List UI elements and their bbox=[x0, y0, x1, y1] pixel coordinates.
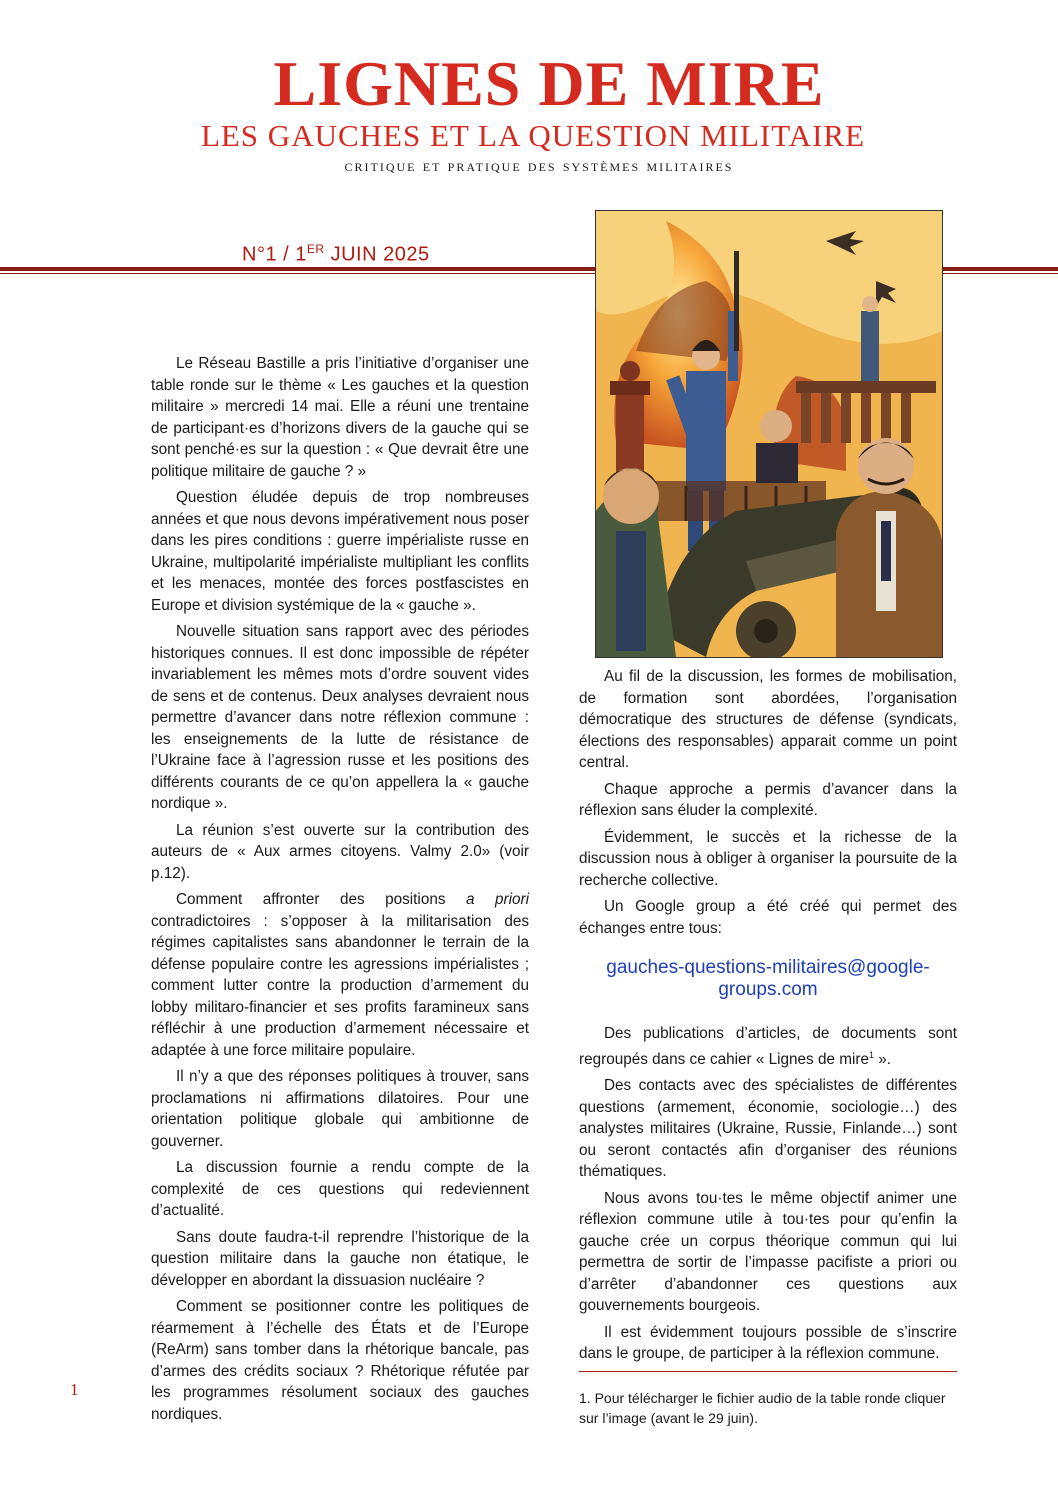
google-group-email-link[interactable]: gauches-questions-militaires@google- groups.com bbox=[606, 957, 930, 1000]
paragraph: Comment affronter des positions a priori contradictoires : s’opposer à la militarisation des régimes capitalistes sans abandonner le terrain de la défense populaire contre les agressions impérialistes ; comment lutter contre la production d’armement du lobby militaro-financier et ses profits faramineux sans réfléchir à une production d’armement nécessaire et adaptée à une force militaire populaire. bbox=[151, 891, 529, 1059]
cover-illustration-link[interactable] bbox=[595, 210, 943, 658]
publication-tagline: critique et pratique des systèmes militaires bbox=[344, 156, 734, 175]
publication-title: LIGNES DE MIRE bbox=[273, 48, 825, 119]
publication-subtitle: LES GAUCHES ET LA QUESTION MILITAIRE bbox=[200, 118, 866, 153]
paragraph: Nouvelle situation sans rapport avec des périodes historiques connues. Il est donc impossible de répéter invariablement les mêmes mots d’ordre souvent vides de sens et de contenus. Deux analyses devraient nous permettre d’avancer dans notre réflexion commune : les enseignements de la lutte de résistance de l’Ukraine face à l’agression russe et les positions des différents courants de ce qu’on appellera la « gauche nordique ». bbox=[151, 623, 529, 812]
revolutionary-collage-illustration bbox=[596, 211, 942, 657]
paragraph: Il est évidemment toujours possible de s’inscrire dans le groupe, de participer à la réflexion commune. bbox=[579, 1323, 957, 1363]
paragraph: Chaque approche a permis d’avancer dans la réflexion sans éluder la complexité. bbox=[579, 780, 957, 819]
paragraph: Comment se positionner contre les politiques de réarmement à l’échelle des États et de l’Europe (ReArm) sans tomber dans la rhétorique bancale, pas d’armes des crédits sociaux ? Rhétorique réfutée par les programmes résolument sociaux des gauches nordiques. bbox=[151, 1298, 529, 1423]
paragraph: Il n’y a que des réponses politiques à trouver, sans proclamations ni affirmations dilatoires. Pour une orientation politique globale qui ambitionne de gouverner. bbox=[151, 1068, 529, 1150]
paragraph: Au fil de la discussion, les formes de mobilisation, de formation sont abordées, l’organisation démocratique des structures de défense (syndicats, élections des responsables) apparait comme un point central. bbox=[579, 668, 957, 771]
paragraph: Évidemment, le succès et la richesse de la discussion nous à obliger à organiser la poursuite de la recherche collective. bbox=[579, 828, 957, 889]
paragraph: La discussion fournie a rendu compte de la complexité de ces questions qui redeviennent d’actualité. bbox=[151, 1159, 529, 1219]
article-left-column bbox=[151, 353, 529, 1430]
footnote-divider bbox=[579, 1371, 957, 1372]
paragraph: Nous avons tou·tes le même objectif animer une réflexion commune utile à tou·tes pour qu’enfin la gauche crée un corpus théorique commun qui lui permettra de sortir de l’impasse pacifiste a priori ou d’arrêter d’abandonner ces questions aux gouvernements bourgeois. bbox=[579, 1189, 957, 1315]
footnote-ref[interactable]: 1 bbox=[868, 1049, 874, 1060]
article-right-column bbox=[579, 666, 957, 1433]
paragraph: Le Réseau Bastille a pris l’initiative d’organiser une table ronde sur le thème « Les gauches et la question militaire » mercredi 14 mai. Elle a réuni une trentaine de participant·es d’horizons divers de la gauche qui se sont penché·es sur la question : « Que devrait être une politique militaire de gauche ? » bbox=[151, 355, 529, 480]
page-number: 1 bbox=[70, 1380, 79, 1399]
paragraph: Question éludée depuis de trop nombreuses années et que nous devons impérativement nous poser dans les pires conditions : guerre impérialiste russe en Ukraine, multipolarité impérialiste multipliant les conflits et les menaces, montée des forces postfascistes en Europe et division systémique de la « gauche ». bbox=[151, 489, 529, 614]
paragraph: Un Google group a été créé qui permet des échanges entre tous: bbox=[579, 898, 957, 937]
footnote: 1. Pour télécharger le fichier audio de la table ronde cliquer sur l’image (avant le 29 juin). bbox=[579, 1389, 946, 1426]
paragraph: Sans doute faudra-t-il reprendre l’historique de la question militaire dans la gauche non étatique, le développer en abordant la dissuasion nucléaire ? bbox=[151, 1228, 529, 1289]
paragraph: Des contacts avec des spécialistes de différentes questions (armement, économie, sociologie…) des analystes militaires (Ukraine, Russie, Finlande…) sont ou seront contactés afin d’organiser des réunions thématiques. bbox=[579, 1077, 957, 1181]
paragraph: Des publications d’articles, de documents sont regroupés dans ce cahier « Lignes de mire$^1$ ». bbox=[579, 1025, 957, 1068]
issue-date: N°1 / 1ER JUIN 2025 bbox=[242, 242, 430, 266]
paragraph: La réunion s’est ouverte sur la contribution des auteurs de « Aux armes citoyens. Valmy 2.0» (voir p.12). bbox=[151, 821, 529, 882]
